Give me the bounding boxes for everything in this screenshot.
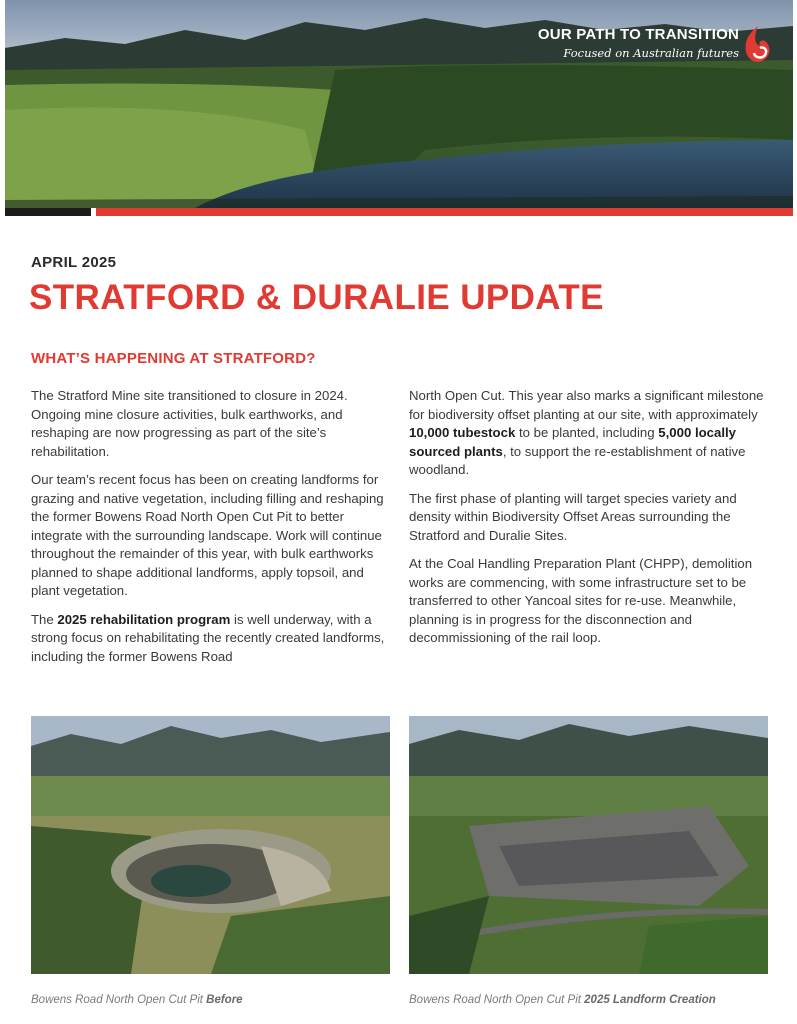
paragraph: The first phase of planting will target species variety and density within Biodiversity Offset Areas surrounding the Stratford and Duralie Sites. [409,490,737,543]
paragraph [409,387,771,480]
landform-creation-illustration [409,716,768,974]
brand-block [538,26,739,60]
text-run: to be planted, including [515,425,659,440]
paragraph: The Stratford Mine site transitioned to closure in 2024. Ongoing mine closure activities, bulk earthworks, and reshaping are now progressing as part of the site’s rehabilitation. [31,388,348,459]
paragraph: Our team’s recent focus has been on creating landforms for grazing and native vegetation, including filling and reshaping the former Bowens Road North Open Cut Pit to better integrate with the surrounding landscape. Work will continue throughout the remainder of this year, with bulk earthworks planned to shape additional landforms, apply topsoil, and plant vegetation. [31,472,384,598]
brand-title: OUR PATH TO TRANSITION [537,26,739,43]
caption-bold: Before [206,994,243,1006]
text-run: The [31,611,58,627]
paragraph [31,611,393,667]
brand-tagline: Focused on Australian futures [563,46,739,60]
bold-text: 5,000 locally sourced plants [409,425,736,459]
text-run: is well underway, with a strong focus on rehabilitating the recently created landforms, including the former Bowens Road [31,611,385,664]
open-cut-pit-before-illustration [31,716,390,974]
text-run: North Open Cut. This year also marks a significant milestone for biodiversity offset planting at our site, with approximately [409,388,764,422]
flame-logo-icon [740,24,774,64]
caption-text: Bowens Road North Open Cut Pit [31,994,207,1006]
bold-text: 2025 rehabilitation program [57,611,231,627]
body-column-left [31,387,393,676]
issue-date: APRIL 2025 [31,254,117,271]
photo-before [31,716,390,974]
accent-bar-black [5,208,91,216]
body-column-right [409,387,771,658]
photo-caption-after [409,994,716,1006]
photo-caption-before [31,994,243,1006]
page-title: STRATFORD & DURALIE UPDATE [29,278,604,317]
caption-text: Bowens Road North Open Cut Pit [409,994,585,1006]
bold-text: 10,000 tubestock [409,425,516,440]
accent-bar-red [96,208,793,216]
text-run: , to support the re-establishment of native woodland. [409,443,746,477]
paragraph: At the Coal Handling Preparation Plant (CHPP), demolition works are commencing, with some infrastructure set to be transferred to other Yancoal sites for re-use. Meanwhile, planning is in progress for the disconnection and decommissioning of the rail loop. [409,556,753,645]
photo-landform-creation [409,716,768,974]
section-heading: WHAT’S HAPPENING AT STRATFORD? [31,350,316,367]
caption-bold: 2025 Landform Creation [584,994,716,1006]
